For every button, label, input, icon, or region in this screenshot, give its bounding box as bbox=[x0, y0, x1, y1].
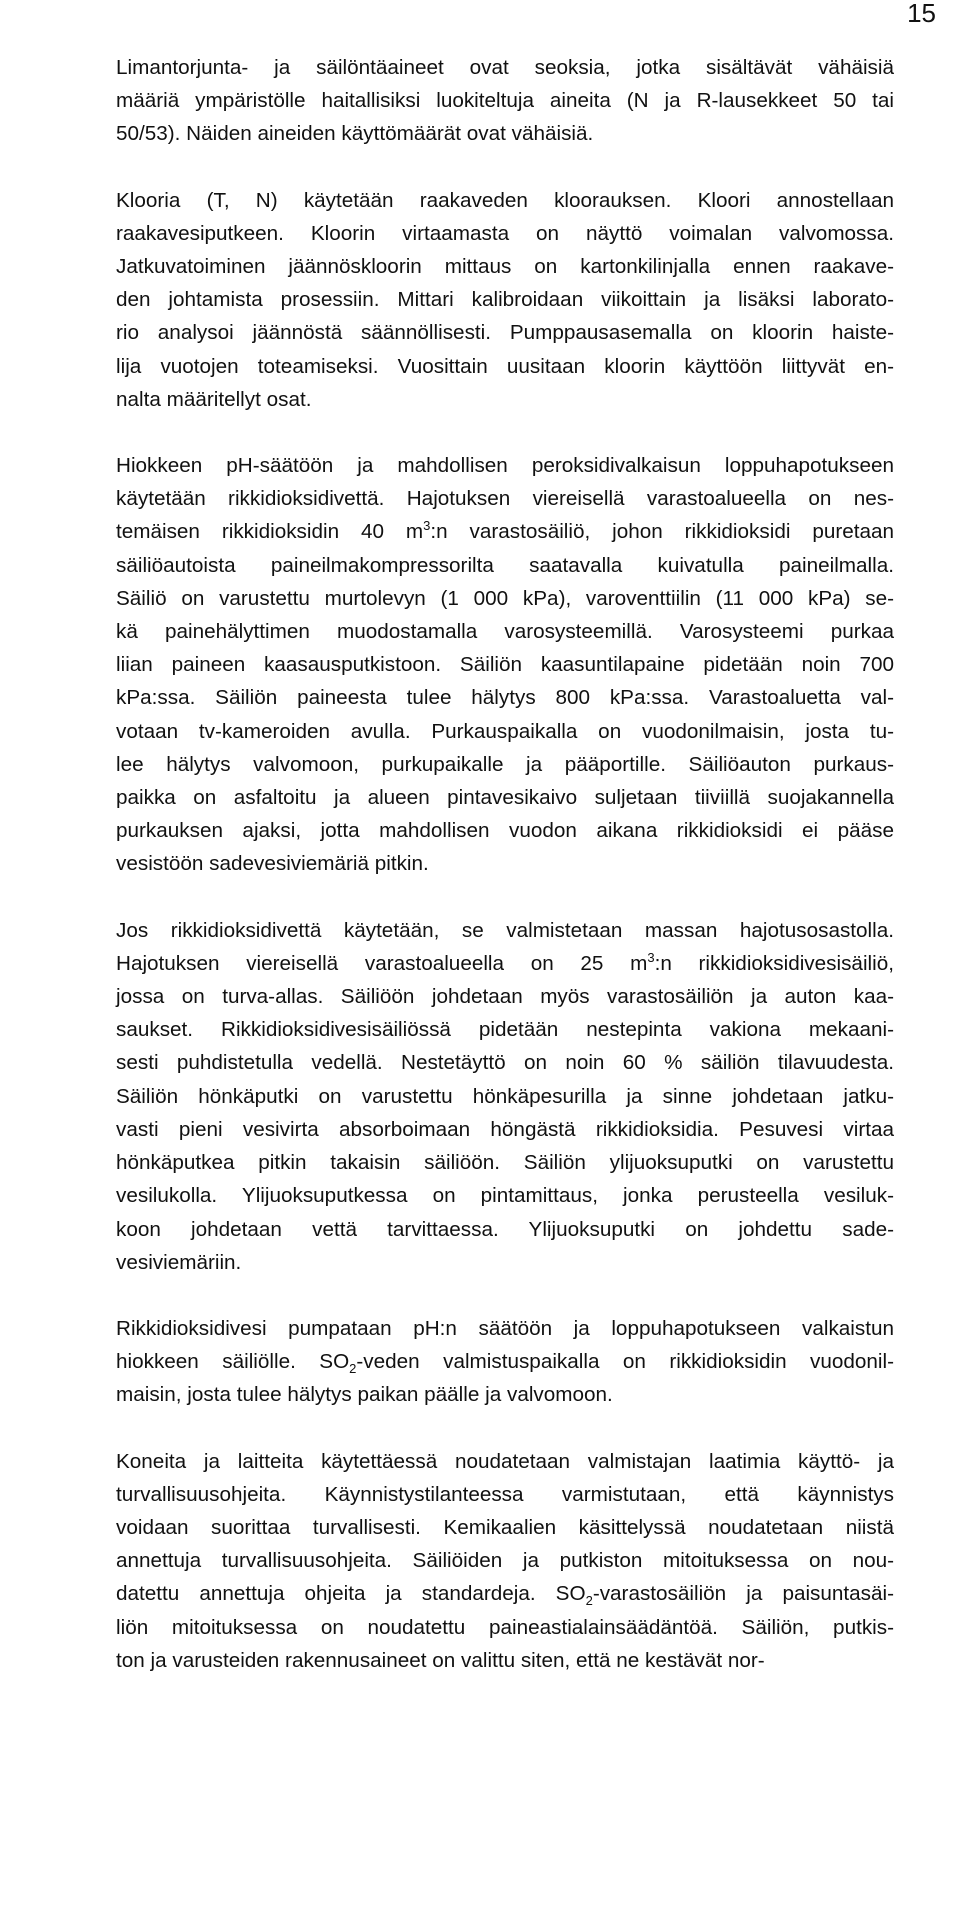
text-line: Jos rikkidioksidivettä käytetään, se valmistetaan massan hajotusosastolla. bbox=[116, 918, 894, 942]
text-line: vesilukolla. Ylijuoksuputkessa on pintamittaus, jonka perusteella vesiluk- bbox=[116, 1184, 894, 1208]
paragraph bbox=[116, 184, 894, 416]
text-line: vesistöön sadevesiviemäriä pitkin. bbox=[116, 852, 429, 876]
text-line: sesti puhdistetulla vedellä. Nestetäyttö on noin 60 % säiliön tilavuudesta. bbox=[116, 1051, 894, 1075]
page-number: 15 bbox=[907, 0, 936, 28]
text-line: votaan tv-kameroiden avulla. Purkauspaikalla on vuodonilmaisin, josta tu- bbox=[116, 719, 894, 743]
text-line: voidaan suorittaa turvallisesti. Kemikaalien käsittelyssä noudatetaan niistä bbox=[116, 1515, 894, 1539]
text-line: Hiokkeen pH-säätöön ja mahdollisen peroksidivalkaisun loppuhapotukseen bbox=[116, 454, 894, 478]
text-line: Säiliön hönkäputki on varustettu hönkäpesurilla ja sinne johdetaan jatku- bbox=[116, 1084, 894, 1108]
text-line: den johtamista prosessiin. Mittari kalibroidaan viikoittain ja lisäksi laborato- bbox=[116, 288, 894, 312]
text-line: nalta määritellyt osat. bbox=[116, 387, 312, 411]
text-line: datettu annettuja ohjeita ja standardeja. $SO_2$-varastosäiliön ja paisuntasäi- bbox=[116, 1582, 894, 1609]
text-line: kPa:ssa. Säiliön paineesta tulee hälytys 800 kPa:ssa. Varastoaluetta val- bbox=[116, 686, 894, 710]
text-line: vasti pieni vesivirta absorboimaan höngästä rikkidioksidia. Pesuvesi virtaa bbox=[116, 1117, 894, 1141]
document-body bbox=[116, 51, 894, 1710]
text-line: kä painehälyttimen muodostamalla varosysteemillä. Varosysteemi purkaa bbox=[116, 620, 894, 644]
text-line: jossa on turva-allas. Säiliöön johdetaan myös varastosäiliön ja auton kaa- bbox=[116, 985, 894, 1009]
text-line: purkauksen ajaksi, jotta mahdollisen vuodon aikana rikkidioksidi ei pääse bbox=[116, 819, 894, 843]
text-line: lija vuotojen toteamiseksi. Vuosittain uusitaan kloorin käyttöön liittyvät en- bbox=[116, 354, 894, 378]
text-line: paikka on asfaltoitu ja alueen pintavesikaivo suljetaan tiiviillä suojakannella bbox=[116, 786, 894, 810]
text-line: koon johdetaan vettä tarvittaessa. Ylijuoksuputki on johdettu sade- bbox=[116, 1217, 894, 1241]
text-line: vesiviemäriin. bbox=[116, 1250, 242, 1274]
paragraph bbox=[116, 1445, 894, 1677]
paragraph bbox=[116, 51, 894, 151]
text-line: Limantorjunta- ja säilöntäaineet ovat seoksia, jotka sisältävät vähäisiä bbox=[116, 56, 894, 79]
text-line: Koneita ja laitteita käytettäessä noudatetaan valmistajan laatimia käyttö- ja bbox=[116, 1449, 894, 1473]
text-line: annettuja turvallisuusohjeita. Säiliöiden ja putkiston mitoituksessa on nou- bbox=[116, 1549, 894, 1573]
text-line: liian paineen kaasausputkistoon. Säiliön kaasuntilapaine pidetään noin 700 bbox=[116, 653, 894, 677]
paragraph bbox=[116, 914, 894, 1279]
text-line: saukset. Rikkidioksidivesisäiliössä pidetään nestepinta vakiona mekaani- bbox=[116, 1018, 894, 1042]
text-line: Rikkidioksidivesi pumpataan pH:n säätöön ja loppuhapotukseen valkaistun bbox=[116, 1316, 894, 1340]
text-line: Hajotuksen viereisellä varastoalueella on 25 $m^3:n$ rikkidioksidivesisäiliö, bbox=[116, 949, 894, 975]
text-line: säiliöautoista paineilmakompressorilta saatavalla kuivatulla paineilmalla. bbox=[116, 553, 894, 577]
text-line: rio analysoi jäännöstä säännöllisesti. Pumppausasemalla on kloorin haiste- bbox=[116, 321, 894, 345]
text-line: Säiliö on varustettu murtolevyn (1 000 kPa), varoventtiilin (11 000 kPa) se- bbox=[116, 586, 894, 610]
text-line: lee hälytys valvomoon, purkupaikalle ja pääportille. Säiliöauton purkaus- bbox=[116, 752, 894, 776]
text-line: Klooria (T, N) käytetään raakaveden kloorauksen. Kloori annostellaan bbox=[116, 188, 894, 212]
paragraph bbox=[116, 1312, 894, 1412]
text-line: hönkäputkea pitkin takaisin säiliöön. Säiliön ylijuoksuputki on varustettu bbox=[116, 1151, 894, 1175]
text-line: käytetään rikkidioksidivettä. Hajotuksen viereisellä varastoalueella on nes- bbox=[116, 487, 894, 511]
paragraph bbox=[116, 449, 894, 881]
text-line: liön mitoituksessa on noudatettu paineastialainsäädäntöä. Säiliön, putkis- bbox=[116, 1615, 894, 1639]
text-line: määriä ympäristölle haitallisiksi luokiteltuja aineita (N ja R-lausekkeet 50 tai bbox=[116, 89, 894, 113]
text-line: 50/53). Näiden aineiden käyttömäärät ovat vähäisiä. bbox=[116, 122, 594, 146]
text-line: hiokkeen säiliölle. $SO_2$-veden valmistuspaikalla on rikkidioksidin vuodonil- bbox=[116, 1350, 894, 1377]
text-line: raakavesiputkeen. Kloorin virtaamasta on näyttö voimalan valvomossa. bbox=[116, 221, 894, 245]
text-line: maisin, josta tulee hälytys paikan päälle ja valvomoon. bbox=[116, 1383, 613, 1407]
text-line: temäisen rikkidioksidin 40 $m^3:n$ varastosäiliö, johon rikkidioksidi puretaan bbox=[116, 518, 894, 544]
text-line: turvallisuusohjeita. Käynnistystilanteessa varmistutaan, että käynnistys bbox=[116, 1482, 894, 1506]
text-line: ton ja varusteiden rakennusaineet on valittu siten, että ne kestävät nor- bbox=[116, 1648, 765, 1672]
text-line: Jatkuvatoiminen jäännöskloorin mittaus on kartonkilinjalla ennen raakave- bbox=[116, 255, 894, 279]
